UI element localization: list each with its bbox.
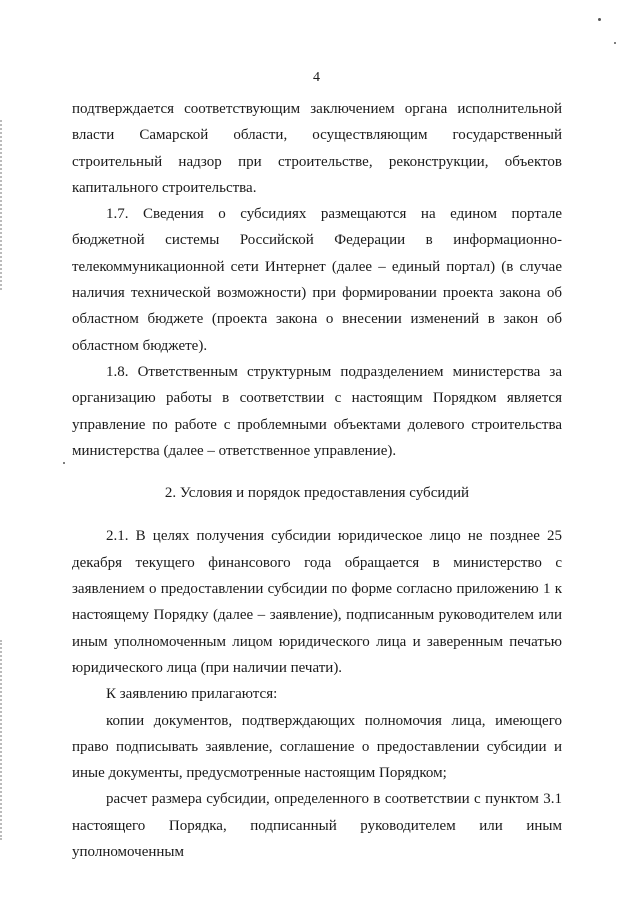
section-heading: 2. Условия и порядок предоставления субсидий [164, 485, 470, 502]
paragraph-1-7: 1.7. Сведения о субсидиях размещаются на едином портале бюджетной системы Российской Федерации в информационно-телекоммуникационной сети Интернет (далее – единый портал) (в случае наличия технической возможности) при формировании проекта закона об областном бюджете (проекта закона о внесении изменений в закон об областном бюджете). [72, 206, 562, 354]
scan-edge-shadow [0, 120, 4, 290]
paragraph-attachment-copies: копии документов, подтверждающих полномочия лица, имеющего право подписывать заявление, соглашение о предоставлении субсидии и иные документы, предусмотренные настоящим Порядком; [72, 712, 562, 782]
paragraph-1-8: 1.8. Ответственным структурным подразделением министерства за организацию работы в соответствии с настоящим Порядком является управление по работе с проблемными объектами долевого строительства министерства (далее – ответственное управление). [72, 363, 562, 459]
scan-speck [63, 462, 65, 464]
scan-speck [598, 18, 601, 21]
scan-edge-shadow [0, 640, 4, 840]
paragraph-continuation: подтверждается соответствующим заключением органа исполнительной власти Самарской области, осуществляющим государственный строительный надзор при строительстве, реконструкции, объектов капитального строительства. [72, 101, 562, 196]
paragraph-2-1: 2.1. В целях получения субсидии юридическое лицо не позднее 25 декабря текущего финансового года обращается в министерство с заявлением о предоставлении субсидии по форме согласно приложению 1 к настоящему Порядку (далее – заявление), подписанным руководителем или иным уполномоченным лицом юридического лица и заверенным печатью юридического лица (при наличии печати). [72, 528, 562, 676]
paragraph-attachments-intro: К заявлению прилагаются: [106, 686, 278, 703]
scan-speck [614, 42, 616, 44]
paragraph-attachment-calculation: расчет размера субсидии, определенного в соответствии с пунктом 3.1 настоящего Порядка, подписанный руководителем или иным уполномоченным [72, 791, 562, 861]
document-body [72, 96, 562, 865]
page-number: 4 [313, 70, 320, 85]
